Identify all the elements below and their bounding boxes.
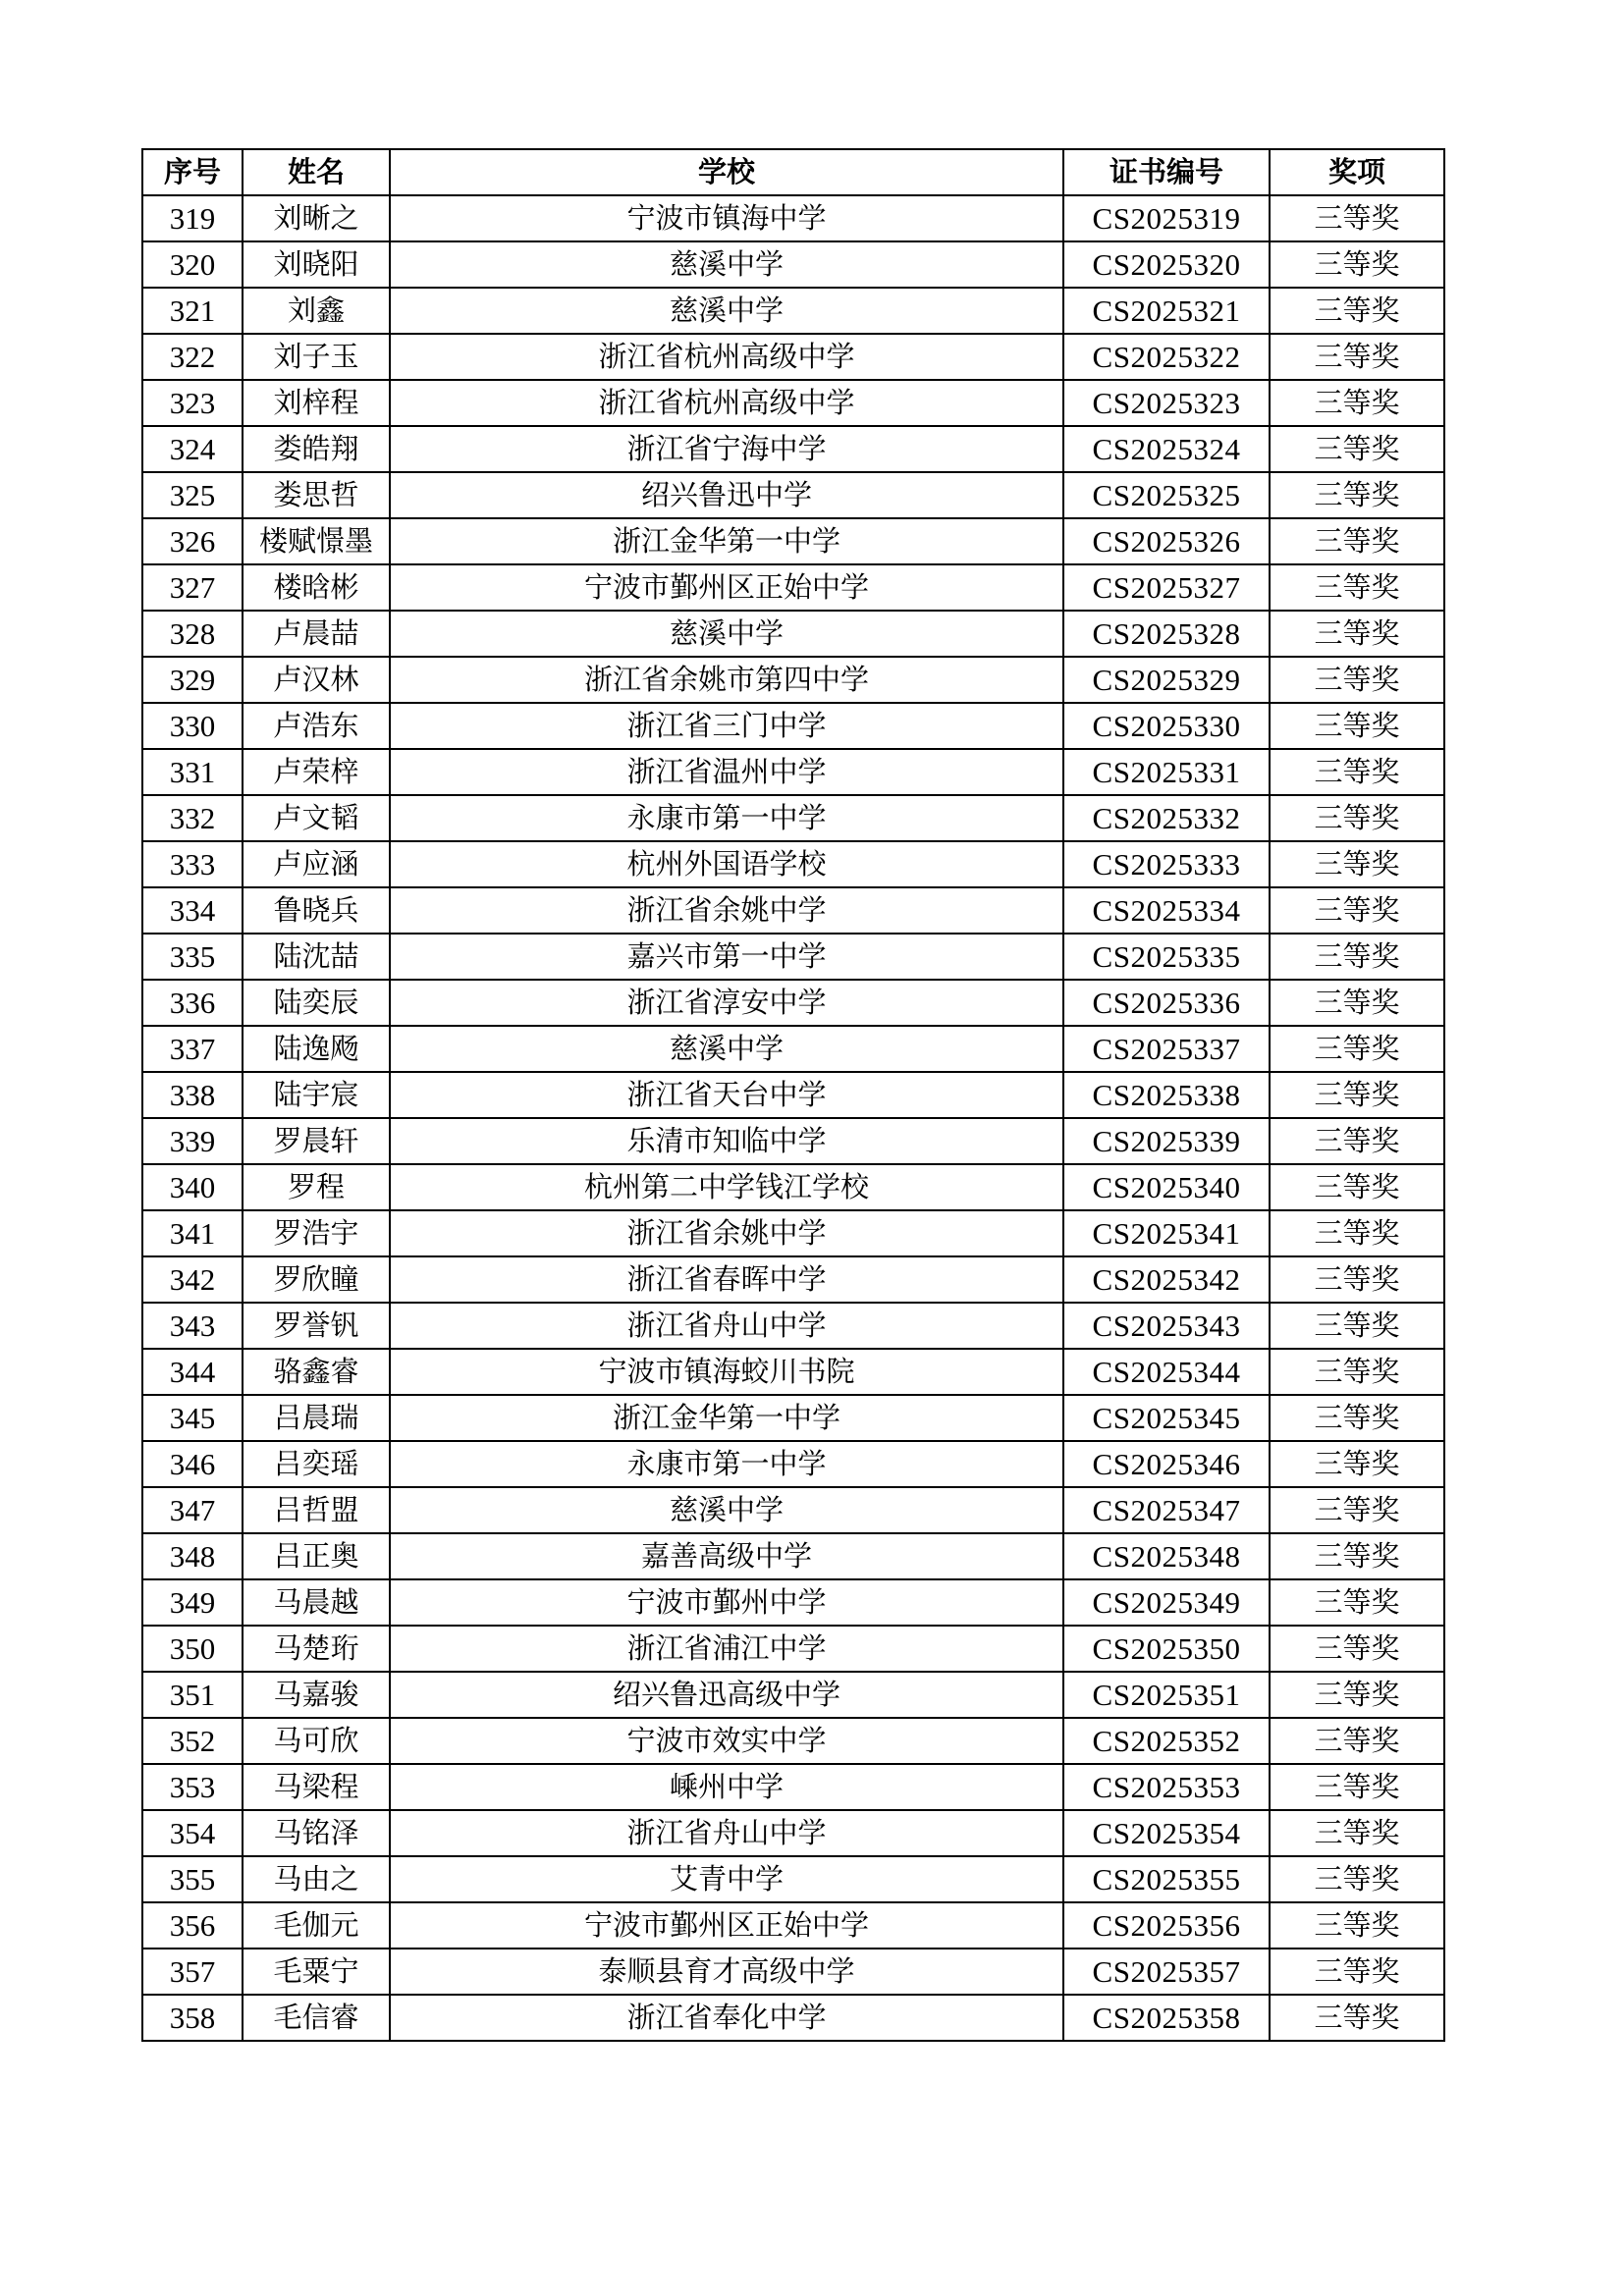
cell-name: 马嘉骏 [243, 1672, 390, 1718]
cell-name: 楼晗彬 [243, 564, 390, 611]
cell-no: 335 [142, 934, 243, 980]
cell-name: 毛信睿 [243, 1995, 390, 2041]
cell-cert: CS2025339 [1063, 1118, 1270, 1164]
cell-award: 三等奖 [1270, 657, 1444, 703]
cell-name: 罗誉钒 [243, 1303, 390, 1349]
cell-award: 三等奖 [1270, 1533, 1444, 1579]
cell-school: 泰顺县育才高级中学 [390, 1949, 1063, 1995]
cell-name: 陆奕辰 [243, 980, 390, 1026]
table-row [142, 1256, 1444, 1303]
cell-school: 宁波市鄞州区正始中学 [390, 1902, 1063, 1949]
cell-award: 三等奖 [1270, 288, 1444, 334]
cell-cert: CS2025323 [1063, 380, 1270, 426]
cell-cert: CS2025342 [1063, 1256, 1270, 1303]
cell-no: 346 [142, 1441, 243, 1487]
cell-cert: CS2025335 [1063, 934, 1270, 980]
cell-award: 三等奖 [1270, 564, 1444, 611]
cell-award: 三等奖 [1270, 795, 1444, 841]
cell-cert: CS2025344 [1063, 1349, 1270, 1395]
cell-cert: CS2025325 [1063, 472, 1270, 518]
cell-name: 刘鑫 [243, 288, 390, 334]
cell-school: 浙江省余姚中学 [390, 887, 1063, 934]
cell-no: 337 [142, 1026, 243, 1072]
table-row [142, 1164, 1444, 1210]
cell-school: 浙江省宁海中学 [390, 426, 1063, 472]
cell-school: 浙江省温州中学 [390, 749, 1063, 795]
table-body [142, 195, 1444, 2041]
cell-cert: CS2025321 [1063, 288, 1270, 334]
cell-cert: CS2025341 [1063, 1210, 1270, 1256]
table-row [142, 564, 1444, 611]
table-row [142, 611, 1444, 657]
cell-cert: CS2025354 [1063, 1810, 1270, 1856]
cell-no: 352 [142, 1718, 243, 1764]
cell-cert: CS2025322 [1063, 334, 1270, 380]
cell-name: 鲁晓兵 [243, 887, 390, 934]
cell-award: 三等奖 [1270, 1164, 1444, 1210]
cell-school: 浙江省杭州高级中学 [390, 380, 1063, 426]
table-row [142, 1026, 1444, 1072]
cell-cert: CS2025320 [1063, 241, 1270, 288]
cell-school: 宁波市镇海中学 [390, 195, 1063, 241]
cell-cert: CS2025349 [1063, 1579, 1270, 1626]
cell-school: 浙江省杭州高级中学 [390, 334, 1063, 380]
table-row [142, 518, 1444, 564]
table-row [142, 841, 1444, 887]
cell-school: 永康市第一中学 [390, 1441, 1063, 1487]
cell-cert: CS2025329 [1063, 657, 1270, 703]
table-row [142, 1902, 1444, 1949]
table-row [142, 1949, 1444, 1995]
cell-school: 艾青中学 [390, 1856, 1063, 1902]
cell-no: 340 [142, 1164, 243, 1210]
cell-name: 卢应涵 [243, 841, 390, 887]
cell-cert: CS2025348 [1063, 1533, 1270, 1579]
cell-no: 331 [142, 749, 243, 795]
table-row [142, 1856, 1444, 1902]
table-row [142, 887, 1444, 934]
cell-award: 三等奖 [1270, 1303, 1444, 1349]
cell-school: 浙江省春晖中学 [390, 1256, 1063, 1303]
cell-award: 三等奖 [1270, 380, 1444, 426]
cell-school: 绍兴鲁迅中学 [390, 472, 1063, 518]
cell-no: 322 [142, 334, 243, 380]
cell-name: 刘子玉 [243, 334, 390, 380]
table-row [142, 426, 1444, 472]
table-row [142, 1072, 1444, 1118]
cell-name: 卢荣梓 [243, 749, 390, 795]
cell-school: 宁波市镇海蛟川书院 [390, 1349, 1063, 1395]
cell-no: 319 [142, 195, 243, 241]
cell-no: 325 [142, 472, 243, 518]
cell-name: 骆鑫睿 [243, 1349, 390, 1395]
cell-no: 327 [142, 564, 243, 611]
cell-name: 娄思哲 [243, 472, 390, 518]
cell-award: 三等奖 [1270, 1441, 1444, 1487]
cell-no: 321 [142, 288, 243, 334]
table-row [142, 657, 1444, 703]
cell-name: 马楚珩 [243, 1626, 390, 1672]
table-row [142, 241, 1444, 288]
cell-name: 卢文韬 [243, 795, 390, 841]
cell-school: 绍兴鲁迅高级中学 [390, 1672, 1063, 1718]
cell-no: 354 [142, 1810, 243, 1856]
cell-name: 刘梓程 [243, 380, 390, 426]
header-no: 序号 [142, 149, 243, 195]
cell-name: 刘晓阳 [243, 241, 390, 288]
cell-award: 三等奖 [1270, 1349, 1444, 1395]
cell-school: 浙江省奉化中学 [390, 1995, 1063, 2041]
cell-award: 三等奖 [1270, 1256, 1444, 1303]
cell-award: 三等奖 [1270, 472, 1444, 518]
cell-name: 马可欣 [243, 1718, 390, 1764]
cell-award: 三等奖 [1270, 1718, 1444, 1764]
cell-no: 328 [142, 611, 243, 657]
cell-award: 三等奖 [1270, 1579, 1444, 1626]
cell-cert: CS2025327 [1063, 564, 1270, 611]
table-row [142, 1810, 1444, 1856]
cell-no: 332 [142, 795, 243, 841]
cell-no: 339 [142, 1118, 243, 1164]
cell-award: 三等奖 [1270, 1672, 1444, 1718]
cell-school: 杭州第二中学钱江学校 [390, 1164, 1063, 1210]
cell-school: 浙江金华第一中学 [390, 518, 1063, 564]
table-row [142, 1626, 1444, 1672]
table-row [142, 703, 1444, 749]
cell-cert: CS2025347 [1063, 1487, 1270, 1533]
cell-award: 三等奖 [1270, 887, 1444, 934]
cell-award: 三等奖 [1270, 195, 1444, 241]
cell-school: 乐清市知临中学 [390, 1118, 1063, 1164]
table-row [142, 1533, 1444, 1579]
cell-school: 宁波市鄞州区正始中学 [390, 564, 1063, 611]
cell-no: 353 [142, 1764, 243, 1810]
cell-cert: CS2025340 [1063, 1164, 1270, 1210]
cell-name: 刘晰之 [243, 195, 390, 241]
cell-school: 宁波市鄞州中学 [390, 1579, 1063, 1626]
cell-name: 罗浩宇 [243, 1210, 390, 1256]
cell-award: 三等奖 [1270, 241, 1444, 288]
cell-no: 326 [142, 518, 243, 564]
table-row [142, 1764, 1444, 1810]
cell-cert: CS2025346 [1063, 1441, 1270, 1487]
cell-school: 慈溪中学 [390, 288, 1063, 334]
cell-award: 三等奖 [1270, 1395, 1444, 1441]
cell-no: 345 [142, 1395, 243, 1441]
cell-award: 三等奖 [1270, 1026, 1444, 1072]
cell-no: 334 [142, 887, 243, 934]
cell-name: 马铭泽 [243, 1810, 390, 1856]
table-row [142, 934, 1444, 980]
cell-award: 三等奖 [1270, 1118, 1444, 1164]
header-school: 学校 [390, 149, 1063, 195]
cell-name: 卢晨喆 [243, 611, 390, 657]
table-row [142, 1995, 1444, 2041]
table-row [142, 1579, 1444, 1626]
cell-cert: CS2025332 [1063, 795, 1270, 841]
cell-cert: CS2025358 [1063, 1995, 1270, 2041]
cell-school: 慈溪中学 [390, 1487, 1063, 1533]
cell-award: 三等奖 [1270, 1995, 1444, 2041]
cell-name: 楼赋憬墨 [243, 518, 390, 564]
table-row [142, 1395, 1444, 1441]
cell-school: 杭州外国语学校 [390, 841, 1063, 887]
cell-name: 毛粟宁 [243, 1949, 390, 1995]
cell-cert: CS2025350 [1063, 1626, 1270, 1672]
cell-school: 浙江金华第一中学 [390, 1395, 1063, 1441]
header-award: 奖项 [1270, 149, 1444, 195]
cell-name: 罗程 [243, 1164, 390, 1210]
cell-award: 三等奖 [1270, 334, 1444, 380]
cell-cert: CS2025343 [1063, 1303, 1270, 1349]
cell-no: 351 [142, 1672, 243, 1718]
cell-no: 356 [142, 1902, 243, 1949]
cell-name: 陆宇宸 [243, 1072, 390, 1118]
table-row [142, 1303, 1444, 1349]
cell-award: 三等奖 [1270, 1626, 1444, 1672]
cell-school: 慈溪中学 [390, 241, 1063, 288]
cell-no: 341 [142, 1210, 243, 1256]
cell-no: 336 [142, 980, 243, 1026]
cell-name: 卢汉林 [243, 657, 390, 703]
table-row [142, 980, 1444, 1026]
table-row [142, 472, 1444, 518]
cell-no: 357 [142, 1949, 243, 1995]
cell-name: 马由之 [243, 1856, 390, 1902]
cell-cert: CS2025330 [1063, 703, 1270, 749]
cell-award: 三等奖 [1270, 703, 1444, 749]
header-cert: 证书编号 [1063, 149, 1270, 195]
cell-school: 浙江省余姚市第四中学 [390, 657, 1063, 703]
cell-no: 320 [142, 241, 243, 288]
cell-no: 358 [142, 1995, 243, 2041]
cell-award: 三等奖 [1270, 749, 1444, 795]
table-row [142, 1118, 1444, 1164]
cell-cert: CS2025319 [1063, 195, 1270, 241]
cell-name: 马梁程 [243, 1764, 390, 1810]
cell-award: 三等奖 [1270, 980, 1444, 1026]
cell-no: 333 [142, 841, 243, 887]
cell-cert: CS2025337 [1063, 1026, 1270, 1072]
table-row [142, 749, 1444, 795]
cell-award: 三等奖 [1270, 1949, 1444, 1995]
cell-cert: CS2025333 [1063, 841, 1270, 887]
table-row [142, 1487, 1444, 1533]
cell-award: 三等奖 [1270, 934, 1444, 980]
cell-award: 三等奖 [1270, 518, 1444, 564]
award-table [141, 148, 1445, 2042]
cell-award: 三等奖 [1270, 1487, 1444, 1533]
cell-cert: CS2025324 [1063, 426, 1270, 472]
cell-name: 娄皓翔 [243, 426, 390, 472]
cell-name: 罗欣瞳 [243, 1256, 390, 1303]
cell-cert: CS2025345 [1063, 1395, 1270, 1441]
cell-no: 355 [142, 1856, 243, 1902]
cell-cert: CS2025352 [1063, 1718, 1270, 1764]
cell-no: 348 [142, 1533, 243, 1579]
cell-no: 330 [142, 703, 243, 749]
table-row [142, 334, 1444, 380]
cell-award: 三等奖 [1270, 1856, 1444, 1902]
cell-school: 宁波市效实中学 [390, 1718, 1063, 1764]
cell-no: 344 [142, 1349, 243, 1395]
cell-no: 324 [142, 426, 243, 472]
cell-award: 三等奖 [1270, 841, 1444, 887]
cell-award: 三等奖 [1270, 426, 1444, 472]
cell-school: 嘉兴市第一中学 [390, 934, 1063, 980]
header-row [142, 149, 1444, 195]
cell-name: 吕晨瑞 [243, 1395, 390, 1441]
table-header [142, 149, 1444, 195]
cell-name: 马晨越 [243, 1579, 390, 1626]
table-row [142, 1672, 1444, 1718]
header-name: 姓名 [243, 149, 390, 195]
cell-school: 嵊州中学 [390, 1764, 1063, 1810]
cell-cert: CS2025357 [1063, 1949, 1270, 1995]
table-row [142, 195, 1444, 241]
cell-award: 三等奖 [1270, 1810, 1444, 1856]
table-row [142, 1718, 1444, 1764]
cell-name: 吕奕瑶 [243, 1441, 390, 1487]
cell-no: 342 [142, 1256, 243, 1303]
cell-school: 浙江省浦江中学 [390, 1626, 1063, 1672]
cell-name: 陆沈喆 [243, 934, 390, 980]
cell-school: 浙江省三门中学 [390, 703, 1063, 749]
cell-name: 吕哲盟 [243, 1487, 390, 1533]
cell-no: 349 [142, 1579, 243, 1626]
cell-cert: CS2025351 [1063, 1672, 1270, 1718]
cell-school: 嘉善高级中学 [390, 1533, 1063, 1579]
cell-name: 毛伽元 [243, 1902, 390, 1949]
cell-school: 浙江省淳安中学 [390, 980, 1063, 1026]
cell-school: 浙江省天台中学 [390, 1072, 1063, 1118]
cell-award: 三等奖 [1270, 611, 1444, 657]
cell-name: 陆逸飏 [243, 1026, 390, 1072]
cell-cert: CS2025326 [1063, 518, 1270, 564]
cell-cert: CS2025355 [1063, 1856, 1270, 1902]
cell-name: 罗晨轩 [243, 1118, 390, 1164]
cell-school: 慈溪中学 [390, 1026, 1063, 1072]
cell-school: 浙江省舟山中学 [390, 1303, 1063, 1349]
cell-school: 慈溪中学 [390, 611, 1063, 657]
cell-no: 323 [142, 380, 243, 426]
cell-cert: CS2025334 [1063, 887, 1270, 934]
cell-cert: CS2025353 [1063, 1764, 1270, 1810]
cell-cert: CS2025331 [1063, 749, 1270, 795]
table-row [142, 1349, 1444, 1395]
table-row [142, 795, 1444, 841]
cell-no: 329 [142, 657, 243, 703]
cell-cert: CS2025336 [1063, 980, 1270, 1026]
cell-cert: CS2025328 [1063, 611, 1270, 657]
cell-no: 338 [142, 1072, 243, 1118]
cell-cert: CS2025356 [1063, 1902, 1270, 1949]
cell-name: 吕正奥 [243, 1533, 390, 1579]
cell-school: 浙江省余姚中学 [390, 1210, 1063, 1256]
table-row [142, 288, 1444, 334]
table-row [142, 380, 1444, 426]
cell-school: 浙江省舟山中学 [390, 1810, 1063, 1856]
table-row [142, 1441, 1444, 1487]
table-row [142, 1210, 1444, 1256]
cell-no: 343 [142, 1303, 243, 1349]
cell-school: 永康市第一中学 [390, 795, 1063, 841]
cell-award: 三等奖 [1270, 1072, 1444, 1118]
cell-name: 卢浩东 [243, 703, 390, 749]
cell-award: 三等奖 [1270, 1764, 1444, 1810]
cell-award: 三等奖 [1270, 1902, 1444, 1949]
cell-cert: CS2025338 [1063, 1072, 1270, 1118]
cell-no: 347 [142, 1487, 243, 1533]
cell-no: 350 [142, 1626, 243, 1672]
cell-award: 三等奖 [1270, 1210, 1444, 1256]
